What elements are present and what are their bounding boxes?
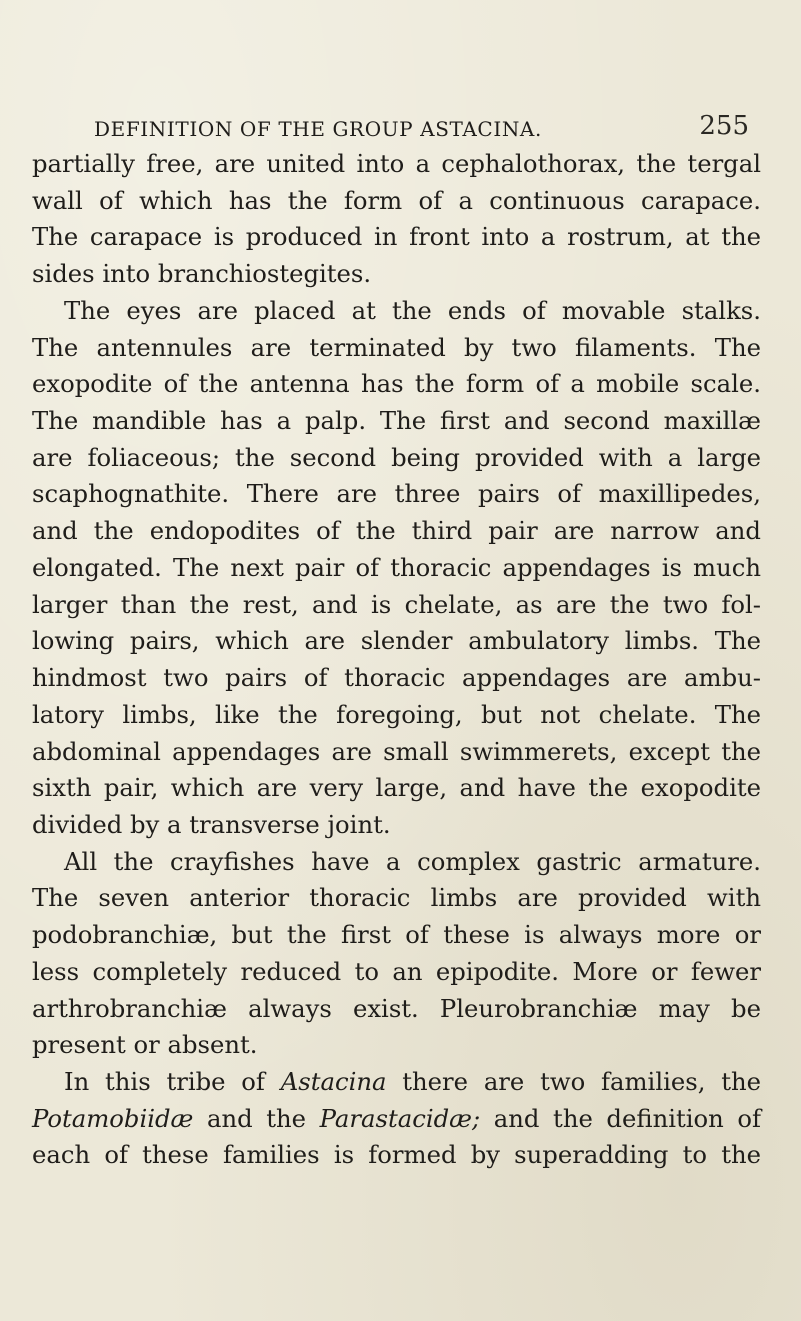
- text-line: lowing pairs, which are slender ambulatory limbs. The: [32, 626, 761, 656]
- text-line: and the endopodites of the third pair are narrow and: [32, 516, 761, 546]
- taxon-name: Astacina: [280, 1066, 387, 1096]
- text-line: elongated. The next pair of thoracic appendages is much: [32, 552, 761, 582]
- text-line: The carapace is produced in front into a rostrum, at the: [32, 222, 761, 252]
- text-line: less completely reduced to an epipodite. More or fewer: [32, 956, 761, 986]
- text-line: sixth pair, which are very large, and have the exopodite: [32, 773, 761, 803]
- text-line: sides into branchiostegites.: [32, 259, 372, 289]
- text-line: All the crayfishes have a complex gastric armature.: [64, 846, 761, 876]
- text-line: present or absent.: [32, 1030, 258, 1060]
- text-line: exopodite of the antenna has the form of a mobile scale.: [32, 369, 761, 399]
- text-run: In this tribe of: [64, 1066, 265, 1096]
- running-head: [94, 111, 749, 144]
- text-line: hindmost two pairs of thoracic appendages are ambu-: [32, 663, 761, 693]
- running-head-title: DEFINITION OF THE GROUP ASTACINA.: [94, 117, 542, 141]
- text-run: and the definition of: [493, 1103, 761, 1133]
- taxon-name: Potamobiidæ: [32, 1103, 194, 1133]
- text-line: divided by a transverse joint.: [32, 809, 391, 839]
- body-text: [32, 146, 761, 1174]
- text-line: abdominal appendages are small swimmerets, except the: [32, 736, 761, 766]
- text-line: latory limbs, like the foregoing, but not chelate. The: [32, 699, 761, 729]
- text-run: there are two families, the: [402, 1066, 761, 1096]
- text-line: podobranchiæ, but the first of these is always more or: [32, 920, 761, 950]
- text-line: The mandible has a palp. The first and second maxillæ: [32, 406, 761, 436]
- text-line: The antennules are terminated by two filaments. The: [32, 332, 761, 362]
- text-line: are foliaceous; the second being provided with a large: [32, 442, 761, 472]
- page-number: 255: [699, 111, 749, 141]
- text-run: and the: [207, 1103, 307, 1133]
- taxon-name: Parastacidæ;: [319, 1103, 481, 1133]
- text-line: [32, 1064, 761, 1101]
- text-line: wall of which has the form of a continuous carapace.: [32, 185, 761, 215]
- text-line: arthrobranchiæ always exist. Pleurobranchiæ may be: [32, 993, 761, 1023]
- text-line: scaphognathite. There are three pairs of maxillipedes,: [32, 479, 761, 509]
- text-line: The eyes are placed at the ends of movable stalks.: [64, 295, 761, 325]
- text-line: each of these families is formed by superadding to the: [32, 1140, 761, 1170]
- text-line: larger than the rest, and is chelate, as are the two fol-: [32, 589, 761, 619]
- text-line: [32, 1101, 761, 1138]
- text-line: partially free, are united into a cephalothorax, the tergal: [32, 149, 761, 178]
- text-line: The seven anterior thoracic limbs are provided with: [32, 883, 761, 913]
